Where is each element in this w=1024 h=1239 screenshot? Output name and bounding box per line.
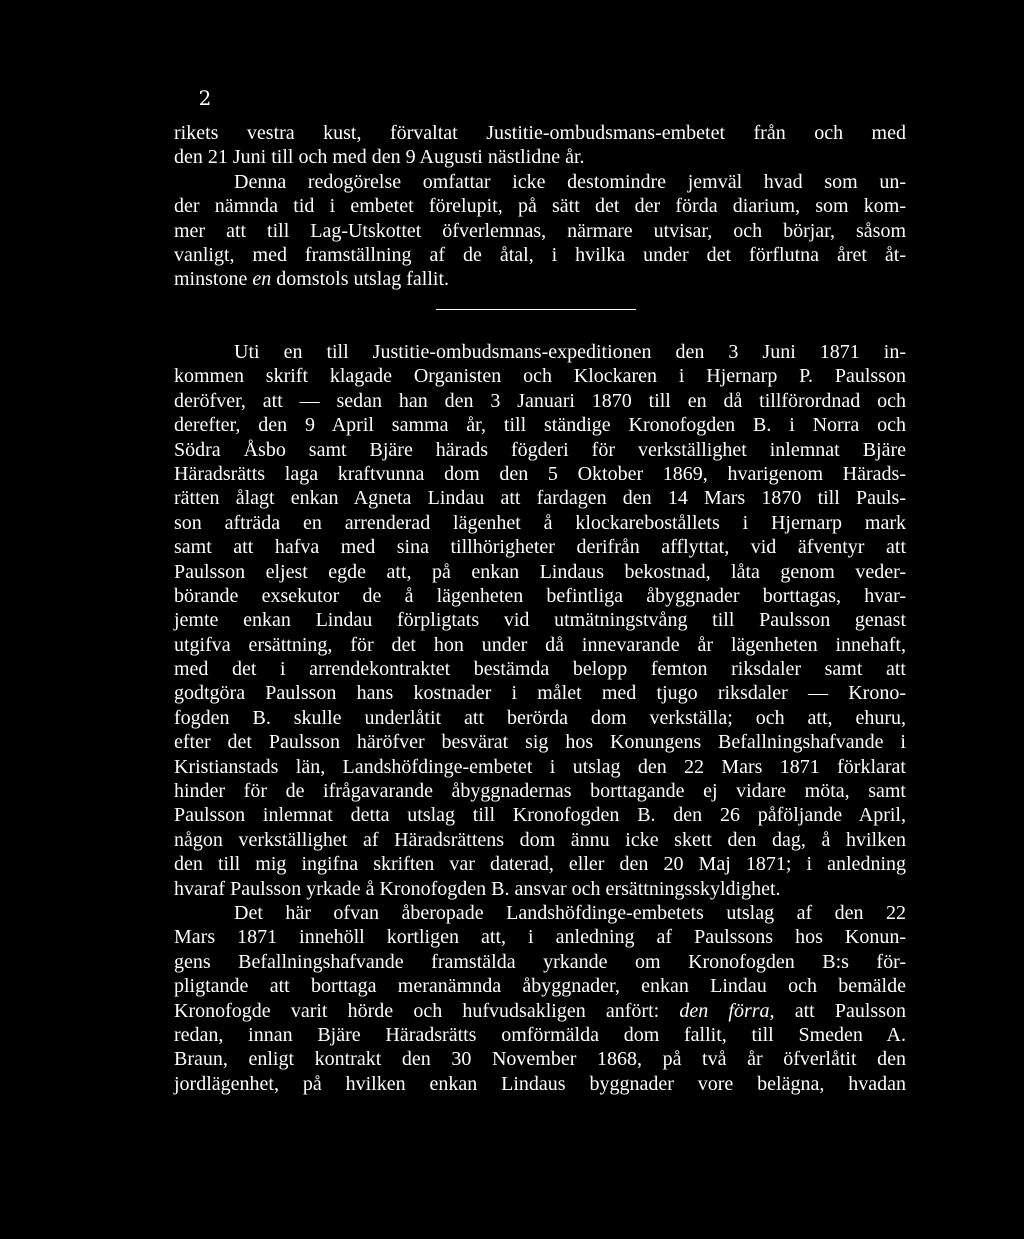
text-line: godtgöra Paulsson hans kostnader i målet med tjugo riksdaler — Krono- — [174, 682, 906, 705]
text-line: jemte enkan Lindau förpligtats vid utmätningstvång till Paulsson genast — [174, 609, 906, 632]
text-line: pligtande att borttaga meranämnda åbyggnader, enkan Lindau och bemälde — [174, 975, 906, 998]
text-line: deröfver, att — sedan han den 3 Januari 1870 till en då tillförordnad och — [174, 389, 906, 412]
text-line: jordlägenhet, på hvilken enkan Lindaus byggnader vore belägna, hvadan — [174, 1072, 906, 1095]
text-line — [174, 267, 906, 291]
text-line: den till mig ingifna skriften var daterad, eller den 20 Maj 1871; i anledning — [174, 853, 906, 876]
text-line: redan, innan Bjäre Häradsrätts omförmälda dom fallit, till Smeden A. — [174, 1023, 906, 1046]
text-line — [174, 999, 906, 1023]
text-line: Södra Åsbo samt Bjäre härads fögderi för verkställighet inlemnat Bjäre — [174, 438, 906, 461]
text-line: hvaraf Paulsson yrkade å Kronofogden B. ansvar och ersättningsskyldighet. — [174, 877, 781, 900]
text-line: Mars 1871 innehöll kortligen att, i anledning af Paulssons hos Konun- — [174, 926, 906, 949]
text-line: Uti en till Justitie-ombudsmans-expeditionen den 3 Juni 1871 in- — [234, 341, 906, 363]
paragraph-complaint — [174, 340, 906, 1096]
text-line: efter det Paulsson häröfver besvärat sig hos Konungens Befallningshafvande i — [174, 731, 906, 754]
text-line: Det här ofvan åberopade Landshöfdinge-embetets utslag af den 22 — [234, 901, 906, 924]
text-line: samt att hafva med sina tillhörigheter derifrån afflyttat, vid äfventyr att — [174, 536, 906, 559]
text-span: Kronofogde varit hörde och hufvudsakligen anfört: — [174, 999, 680, 1022]
text-line: hinder för de ifrågavarande åbyggnadernas borttagande ej vidare möta, samt — [174, 780, 906, 803]
text-line: Denna redogörelse omfattar icke destomindre jemväl hvad som un- — [234, 170, 906, 193]
text-span: att Paulsson — [774, 999, 906, 1022]
text-line: Kristianstads län, Landshöfdinge-embetet i utslag den 22 Mars 1871 förklarat — [174, 755, 906, 778]
text-line: gens Befallningshafvande framstälda yrkande om Kronofogden B:s för- — [174, 950, 906, 973]
text-line: Braun, enligt kontrakt den 30 November 1868, på två år öfverlåtit den — [174, 1048, 906, 1071]
text-line: med det i arrendekontraktet bestämda belopp femton riksdaler samt att — [174, 658, 906, 681]
text-line: den 21 Juni till och med den 9 Augusti nästlidne år. — [174, 146, 585, 169]
text-line: derefter, den 9 April samma år, till ständige Kronofogden B. i Norra och — [174, 414, 906, 437]
text-line: der nämnda tid i embetet förelupit, på sätt det der förda diarium, som kom- — [174, 195, 906, 218]
text-line: Häradsrätts laga kraftvunna dom den 5 Oktober 1869, hvarigenom Härads- — [174, 462, 906, 485]
section-divider — [436, 309, 636, 310]
text-line: någon verkställighet af Häradsrättens dom ännu icke skett den dag, å hvilken — [174, 828, 906, 851]
text-line: rätten ålagt enkan Agneta Lindau att fardagen den 14 Mars 1870 till Pauls- — [174, 487, 906, 510]
page-number: 2 — [198, 86, 212, 110]
text-line: rikets vestra kust, förvaltat Justitie-ombudsmans-embetet från och med — [174, 122, 906, 144]
emphasized-text: en — [252, 268, 272, 291]
text-span: minstone — [174, 268, 253, 291]
paragraph-intro — [174, 121, 906, 292]
text-line: son afträda en arrenderad lägenhet å klockarebostållets i Hjernarp mark — [174, 511, 906, 534]
emphasized-text: den förra, — [679, 999, 775, 1022]
text-line: vanligt, med framställning af de åtal, i hvilka under det förflutna året åt- — [174, 243, 906, 266]
text-line: Paulsson inlemnat detta utslag till Kronofogden B. den 26 påföljande April, — [174, 804, 906, 827]
text-line: utgifva ersättning, för det hon under då innevarande år lägenheten innehaft, — [174, 633, 906, 656]
text-line: börande exsekutor de å lägenheten befintliga åbyggnader borttagas, hvar- — [174, 584, 906, 607]
text-span: domstols utslag fallit. — [271, 268, 450, 291]
text-line: kommen skrift klagade Organisten och Klockaren i Hjernarp P. Paulsson — [174, 365, 906, 388]
text-line: Paulsson eljest egde att, på enkan Lindaus bekostnad, låta genom veder- — [174, 560, 906, 583]
text-line: mer att till Lag-Utskottet öfverlemnas, närmare utvisar, och börjar, såsom — [174, 219, 906, 242]
text-line: fogden B. skulle underlåtit att berörda dom verkställa; och att, ehuru, — [174, 706, 906, 729]
